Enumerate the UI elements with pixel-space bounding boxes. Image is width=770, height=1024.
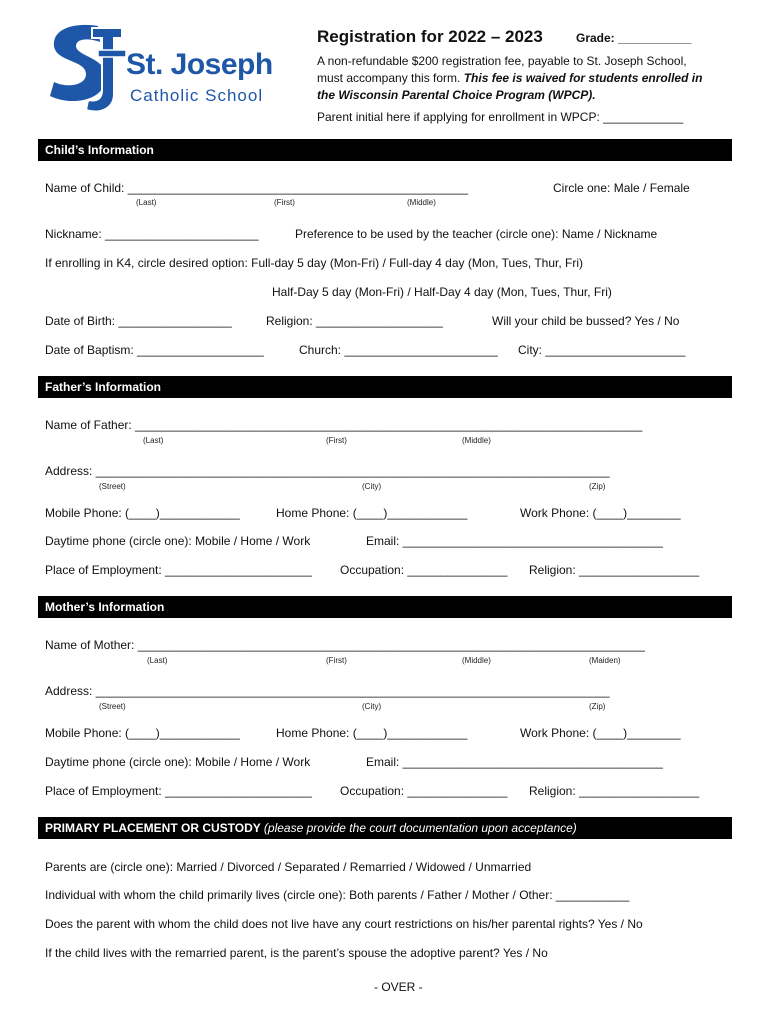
father-employment-field[interactable]: Place of Employment: ______________________ bbox=[45, 563, 312, 577]
child-section-heading: Child’s Information bbox=[38, 139, 732, 161]
k4-option-field[interactable]: If enrolling in K4, circle desired option: Full-day 5 day (Mon-Fri) / Full-day 4 day (Mon, Tues, Thur, Fri) bbox=[45, 256, 583, 270]
child-name-field[interactable]: Name of Child: ___________________________________________________ bbox=[45, 181, 469, 195]
father-section-heading: Father’s Information bbox=[38, 376, 732, 398]
grade-field[interactable]: Grade: ___________ bbox=[576, 31, 692, 45]
school-subtitle: Catholic School bbox=[130, 86, 264, 105]
mother-home-phone-field[interactable]: Home Phone: (____)____________ bbox=[276, 726, 468, 740]
father-occupation-field[interactable]: Occupation: _______________ bbox=[340, 563, 508, 577]
mother-name-field[interactable]: Name of Mother: ____________________________________________________________________________ bbox=[45, 638, 645, 652]
father-first-label: (First) bbox=[326, 436, 347, 445]
child-religion-field[interactable]: Religion: ___________________ bbox=[266, 314, 443, 328]
date-of-baptism-field[interactable]: Date of Baptism: ___________________ bbox=[45, 343, 264, 357]
father-email-field[interactable]: Email: _______________________________________ bbox=[366, 534, 663, 548]
mother-first-label: (First) bbox=[326, 656, 347, 665]
form-title: Registration for 2022 – 2023 bbox=[317, 27, 543, 46]
mother-zip-label: (Zip) bbox=[589, 702, 606, 711]
name-preference-field[interactable]: Preference to be used by the teacher (circle one): Name / Nickname bbox=[295, 227, 658, 241]
father-home-phone-field[interactable]: Home Phone: (____)____________ bbox=[276, 506, 468, 520]
father-street-label: (Street) bbox=[99, 482, 126, 491]
father-work-phone-field[interactable]: Work Phone: (____)________ bbox=[520, 506, 681, 520]
fee-line-1: A non-refundable $200 registration fee, payable to St. Joseph School, bbox=[317, 54, 687, 68]
fee-waived-note: This fee is waived for students enrolled in bbox=[463, 71, 703, 85]
mother-middle-label: (Middle) bbox=[462, 656, 491, 665]
child-gender-field[interactable]: Circle one: Male / Female bbox=[553, 181, 690, 195]
custody-heading-text: PRIMARY PLACEMENT OR CUSTODY bbox=[45, 821, 261, 835]
mother-email-field[interactable]: Email: _______________________________________ bbox=[366, 755, 663, 769]
church-field[interactable]: Church: _______________________ bbox=[299, 343, 498, 357]
mother-section-heading: Mother’s Information bbox=[38, 596, 732, 618]
custody-heading-note: (please provide the court documentation upon acceptance) bbox=[263, 821, 577, 835]
school-logo bbox=[46, 20, 276, 115]
mother-daytime-phone-field[interactable]: Daytime phone (circle one): Mobile / Home / Work bbox=[45, 755, 311, 769]
court-restrictions-field[interactable]: Does the parent with whom the child does not live have any court restrictions on his/her parental rights? Yes / No bbox=[45, 917, 643, 931]
date-of-birth-field[interactable]: Date of Birth: _________________ bbox=[45, 314, 232, 328]
mother-city-label: (City) bbox=[362, 702, 382, 711]
father-zip-label: (Zip) bbox=[589, 482, 606, 491]
father-address-field[interactable]: Address: _____________________________________________________________________________ bbox=[45, 464, 610, 478]
wpcp-note: the Wisconsin Parental Choice Program (WPCP). bbox=[317, 88, 596, 102]
mother-maiden-label: (Maiden) bbox=[589, 656, 621, 665]
fee-line-2 bbox=[317, 70, 702, 87]
child-lives-with-field[interactable]: Individual with whom the child primarily lives (circle one): Both parents / Father / Mother / Other: ___________ bbox=[45, 888, 630, 902]
parents-status-field[interactable]: Parents are (circle one): Married / Divorced / Separated / Remarried / Widowed / Unmarried bbox=[45, 860, 532, 874]
father-last-label: (Last) bbox=[143, 436, 164, 445]
child-name-last-label: (Last) bbox=[136, 198, 157, 207]
father-name-field[interactable]: Name of Father: ____________________________________________________________________________ bbox=[45, 418, 643, 432]
adoptive-parent-field[interactable]: If the child lives with the remarried parent, is the parent’s spouse the adoptive parent? Yes / No bbox=[45, 946, 548, 960]
father-daytime-phone-field[interactable]: Daytime phone (circle one): Mobile / Home / Work bbox=[45, 534, 311, 548]
child-name-middle-label: (Middle) bbox=[407, 198, 436, 207]
nickname-field[interactable]: Nickname: _______________________ bbox=[45, 227, 259, 241]
mother-mobile-field[interactable]: Mobile Phone: (____)____________ bbox=[45, 726, 240, 740]
wpcp-initial-field[interactable]: Parent initial here if applying for enrollment in WPCP: ____________ bbox=[317, 110, 684, 124]
fee-line-3 bbox=[317, 87, 596, 104]
school-name: St. Joseph bbox=[126, 48, 273, 81]
father-religion-field[interactable]: Religion: __________________ bbox=[529, 563, 700, 577]
mother-occupation-field[interactable]: Occupation: _______________ bbox=[340, 784, 508, 798]
bussed-field[interactable]: Will your child be bussed? Yes / No bbox=[492, 314, 680, 328]
custody-section-heading bbox=[38, 817, 732, 839]
mother-street-label: (Street) bbox=[99, 702, 126, 711]
mother-work-phone-field[interactable]: Work Phone: (____)________ bbox=[520, 726, 681, 740]
mother-last-label: (Last) bbox=[147, 656, 168, 665]
child-name-first-label: (First) bbox=[274, 198, 295, 207]
fee-line-2-plain: must accompany this form. bbox=[317, 71, 464, 85]
city-field[interactable]: City: _____________________ bbox=[518, 343, 686, 357]
k4-halfday-options[interactable]: Half-Day 5 day (Mon-Fri) / Half-Day 4 day (Mon, Tues, Thur, Fri) bbox=[272, 285, 612, 299]
father-middle-label: (Middle) bbox=[462, 436, 491, 445]
sj-monogram-icon bbox=[46, 20, 126, 115]
mother-religion-field[interactable]: Religion: __________________ bbox=[529, 784, 700, 798]
mother-address-field[interactable]: Address: _____________________________________________________________________________ bbox=[45, 684, 610, 698]
father-mobile-field[interactable]: Mobile Phone: (____)____________ bbox=[45, 506, 240, 520]
mother-employment-field[interactable]: Place of Employment: ______________________ bbox=[45, 784, 312, 798]
father-city-label: (City) bbox=[362, 482, 382, 491]
page-footer-over: - OVER - bbox=[374, 980, 423, 994]
